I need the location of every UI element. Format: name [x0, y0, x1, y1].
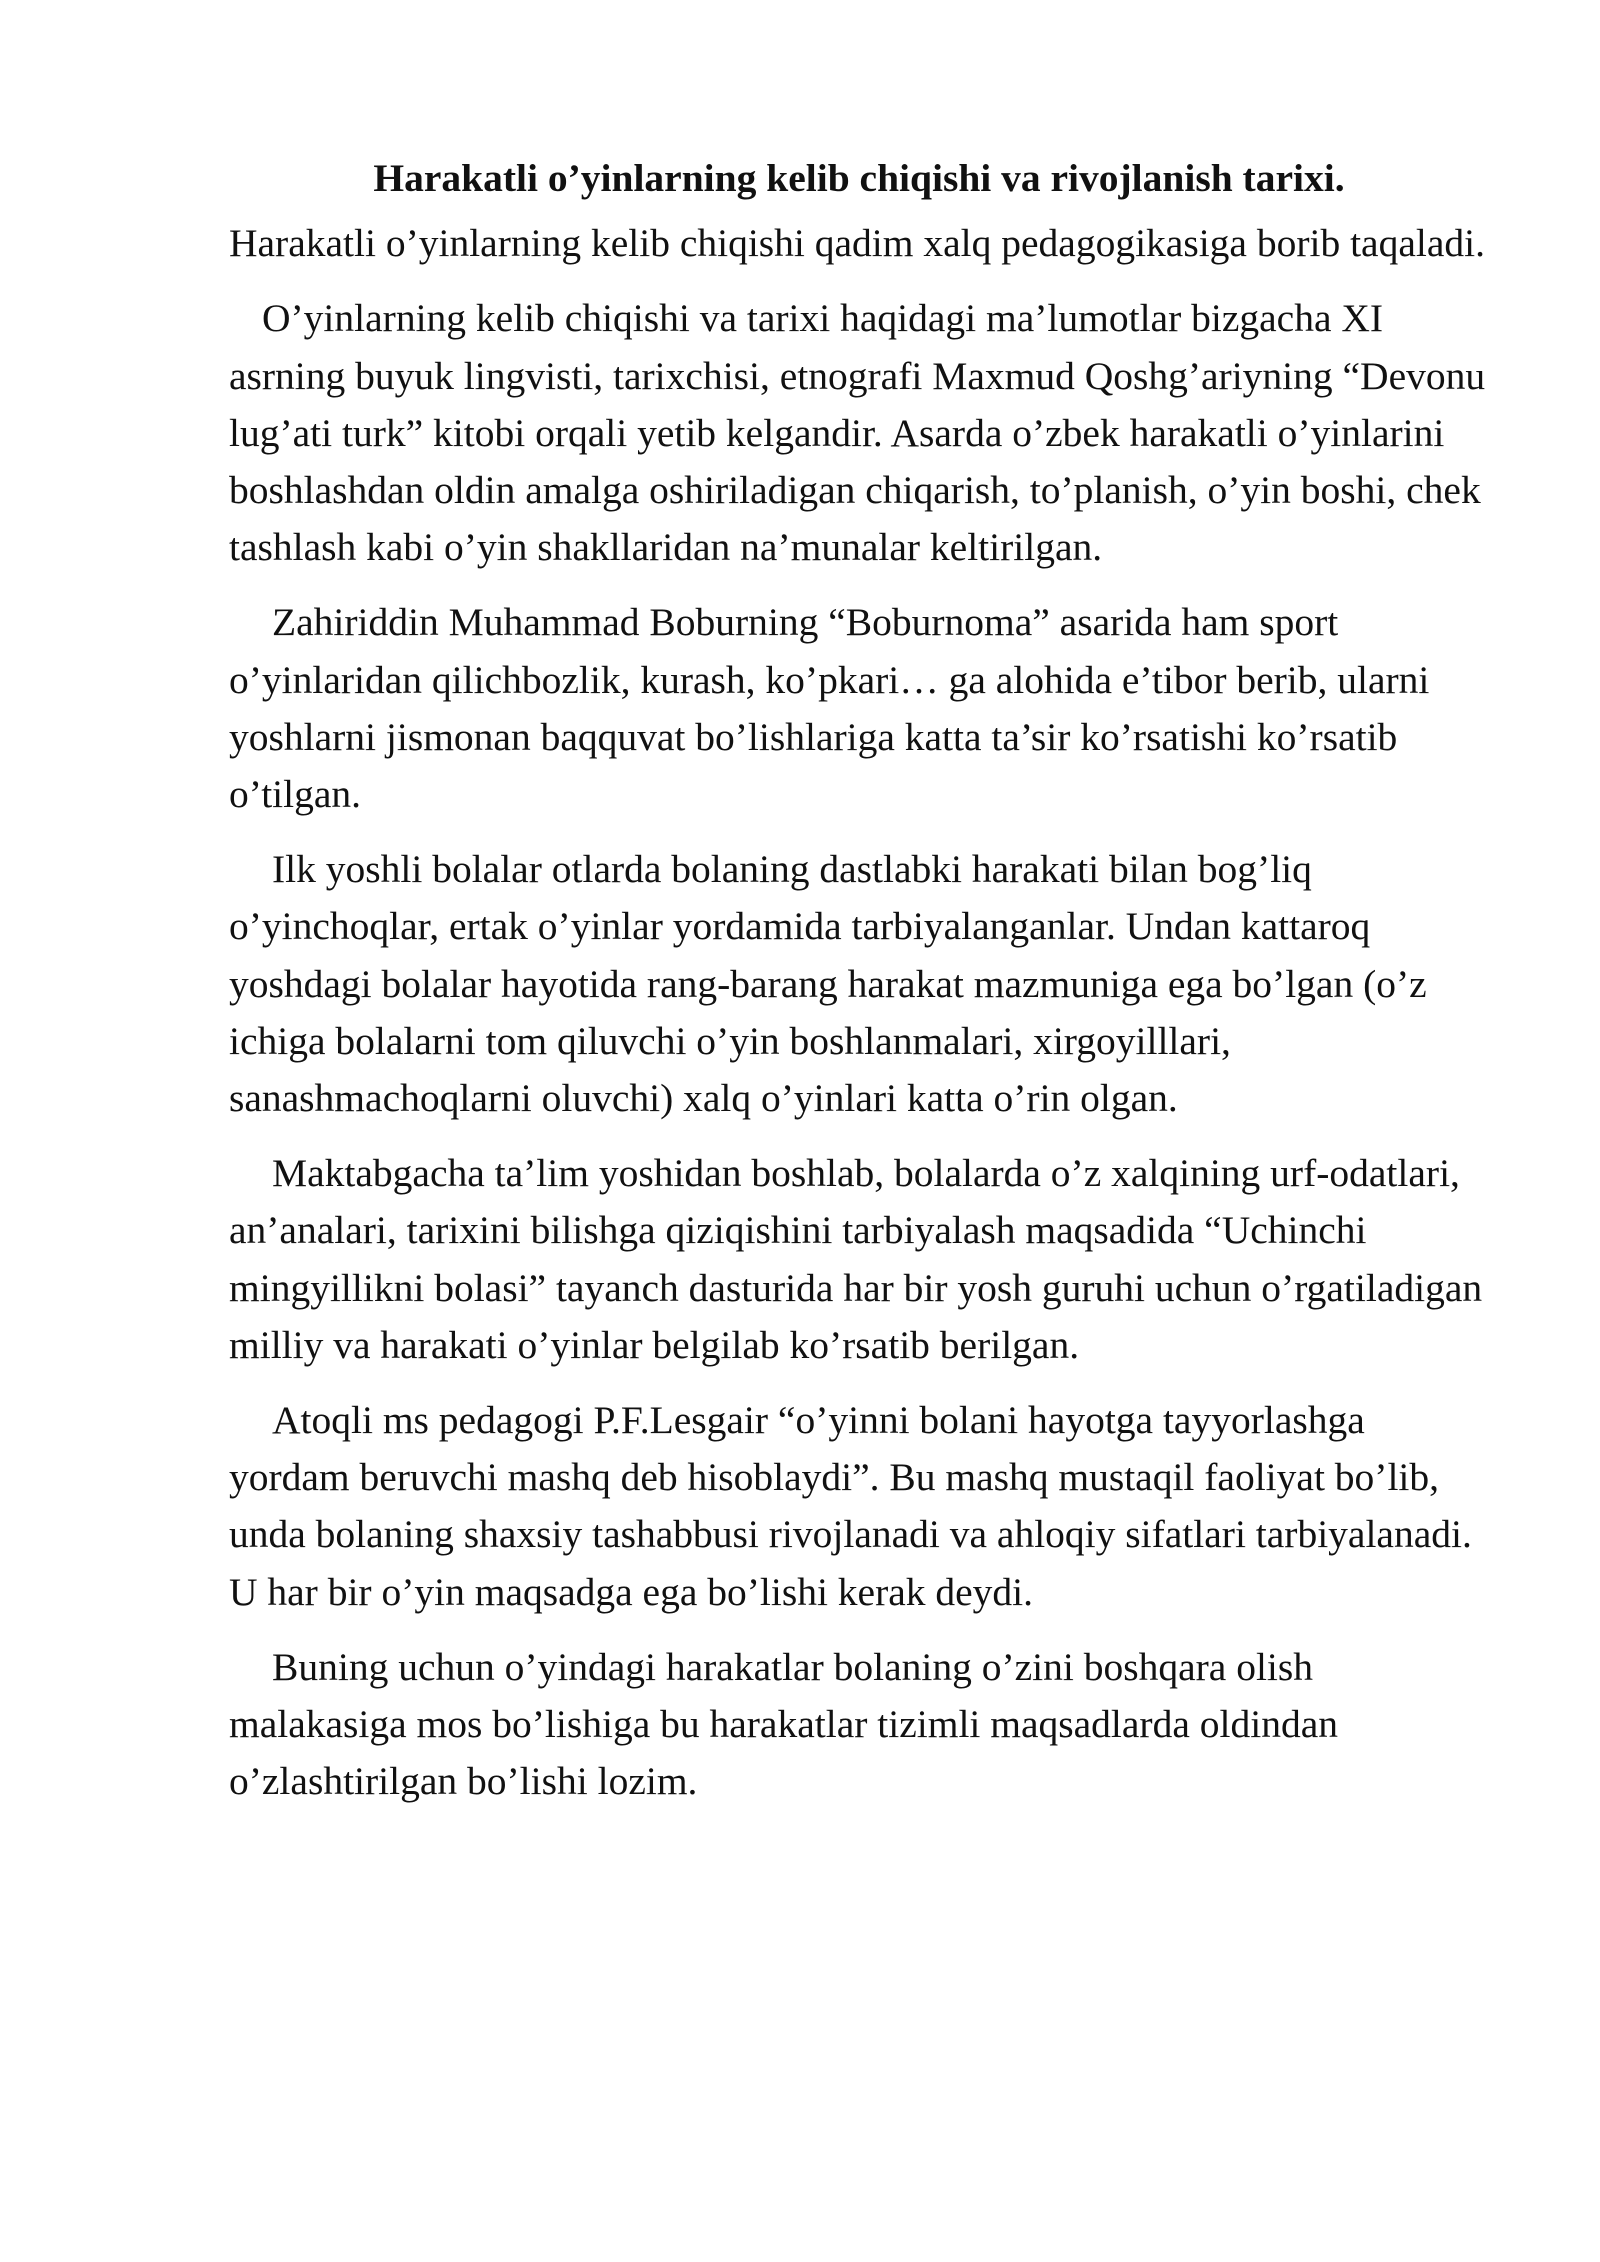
document-page	[229, 150, 1489, 1828]
paragraph-1: Harakatli o’yinlarning kelib chiqishi qadim xalq pedagogikasiga borib taqaladi.	[229, 221, 1485, 266]
paragraph-3: Zahiriddin Muhammad Boburning “Boburnoma” asarida ham sport o’yinlaridan qilichbozlik, kurash, ko’pkari… ga alohida e’tibor berib, ularni yoshlarni jismonan baqquvat bo’lishlariga katta ta’sir ko’rsatishi ko’rsatib o’tilgan.	[229, 600, 1430, 817]
paragraph-2: O’yinlarning kelib chiqishi va tarixi haqidagi ma’lumotlar bizgacha XI asrning buyuk lingvisti, tarixchisi, etnografi Maxmud Qoshg’ariyning “Devonu lug’ati turk” kitobi orqali yetib kelgandir. Asarda o’zbek harakatli o’yinlarini boshlashdan oldin amalga oshiriladigan chiqarish, to’planish, o’yin boshi, chek tashlash kabi o’yin shakllaridan na’munalar keltirilgan.	[229, 296, 1486, 570]
paragraph-6: Atoqli ms pedagogi P.F.Lesgair “o’yinni bolani hayotga tayyorlashga yordam beruvchi mashq deb hisoblaydi”. Bu mashq mustaqil faoliyat bo’lib, unda bolaning shaxsiy tashabbusi rivojlanadi va ahloqiy sifatlari tarbiyalanadi. U har bir o’yin maqsadga ega bo’lishi kerak deydi.	[229, 1398, 1472, 1614]
paragraph-7: Buning uchun o’yindagi harakatlar bolaning o’zini boshqara olish malakasiga mos bo’lishiga bu harakatlar tizimli maqsadlarda oldindan o’zlashtirilgan bo’lishi lozim.	[229, 1644, 1338, 1804]
paragraph-4: Ilk yoshli bolalar otlarda bolaning dastlabki harakati bilan bog’liq o’yinchoqlar, ertak o’yinlar yordamida tarbiyalanganlar. Undan kattaroq yoshdagi bolalar hayotida rang-barang harakat mazmuniga ega bo’lgan (o’z ichiga bolalarni tom qiluvchi o’yin boshlanmalari, xirgoyilllari, sanashmachoqlarni oluvchi) xalq o’yinlari katta o’rin olgan.	[229, 847, 1427, 1121]
document-title: Harakatli o’yinlarning kelib chiqishi va rivojlanish tarixi.	[373, 156, 1345, 200]
paragraph-5: Maktabgacha ta’lim yoshidan boshlab, bolalarda o’z xalqining urf-odatlari, an’analari, tarixini bilishga qiziqishini tarbiyalash maqsadida “Uchinchi mingyillikni bolasi” tayanch dasturida har bir yosh guruhi uchun o’rgatiladigan milliy va harakati o’yinlar belgilab ko’rsatib berilgan.	[229, 1151, 1483, 1367]
